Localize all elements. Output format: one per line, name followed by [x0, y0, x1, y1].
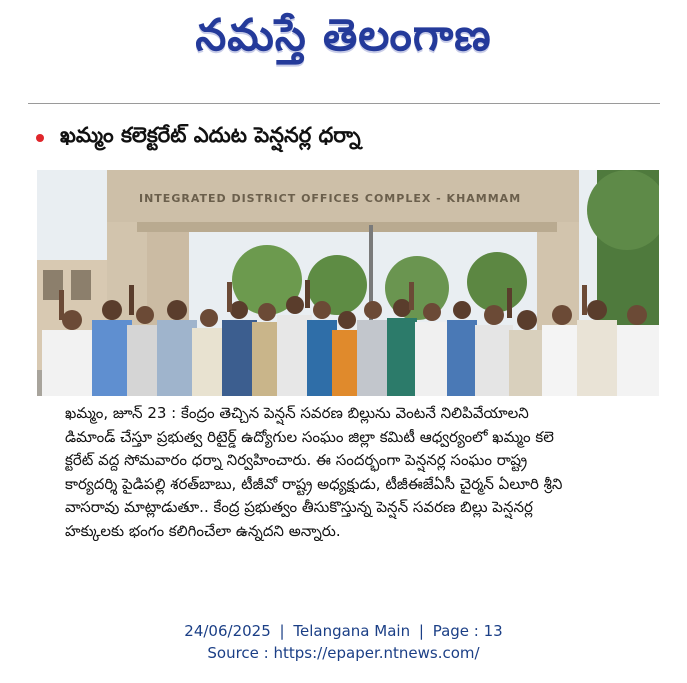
header-divider [28, 103, 660, 104]
footer-separator: | [279, 622, 285, 640]
footer-separator: | [418, 622, 424, 640]
article-body [65, 402, 660, 543]
footer-date: 24/06/2025 [184, 622, 271, 640]
article-line: హక్కులకు భంగం కలిగించేలా ఉన్నదని అన్నారు. [65, 521, 341, 540]
protest-photo [37, 170, 659, 396]
footer-meta [0, 620, 687, 642]
article-line: డిమాండ్ చేస్తూ ప్రభుత్వ రిటైర్డ్ ఉద్యోగుల సంఘం జిల్లా కమిటీ ఆధ్వర్యంలో ఖమ్మం కలె [65, 427, 554, 446]
footer [0, 620, 687, 664]
newspaper-title: నమస్తే తెలంగాణ [195, 10, 492, 61]
article-line: వాసరావు మాట్లాడుతూ.. కేంద్ర ప్రభుత్వం తీసుకొస్తున్న పెన్షన్ సవరణ బిల్లు పెన్షనర్ల [65, 498, 533, 516]
footer-page: Page : 13 [432, 622, 503, 640]
headline-text: ఖమ్మం కలెక్టరేట్ ఎదుట పెన్షనర్ల ధర్నా [60, 123, 361, 147]
article-line: కార్యదర్శి పైడిపల్లి శరత్‌బాబు, టీజీవో రాష్ట్ర అధ్యక్షుడు, టీజీఈజేఏసీ చైర్మన్ ఏలూరి శ్రీని [65, 474, 563, 493]
article-line: క్టరేట్ వద్ద సోమవారం ధర్నా నిర్వహించారు. ఈ సందర్భంగా పెన్షనర్ల సంఘం రాష్ట్ర [65, 451, 528, 469]
footer-edition: Telangana Main [293, 622, 411, 640]
footer-source-link[interactable]: Source : https://epaper.ntnews.com/ [207, 644, 480, 662]
bullet-icon [36, 134, 44, 142]
article-photo [37, 170, 659, 396]
masthead [0, 0, 687, 80]
gate-sign: INTEGRATED DISTRICT OFFICES COMPLEX - KHAMMAM [139, 192, 522, 205]
article-headline [36, 124, 361, 152]
article-line: ఖమ్మం, జూన్ 23 : కేంద్రం తెచ్చిన పెన్షన్ సవరణ బిల్లును వెంటనే నిలిపివేయాలని [65, 404, 529, 422]
